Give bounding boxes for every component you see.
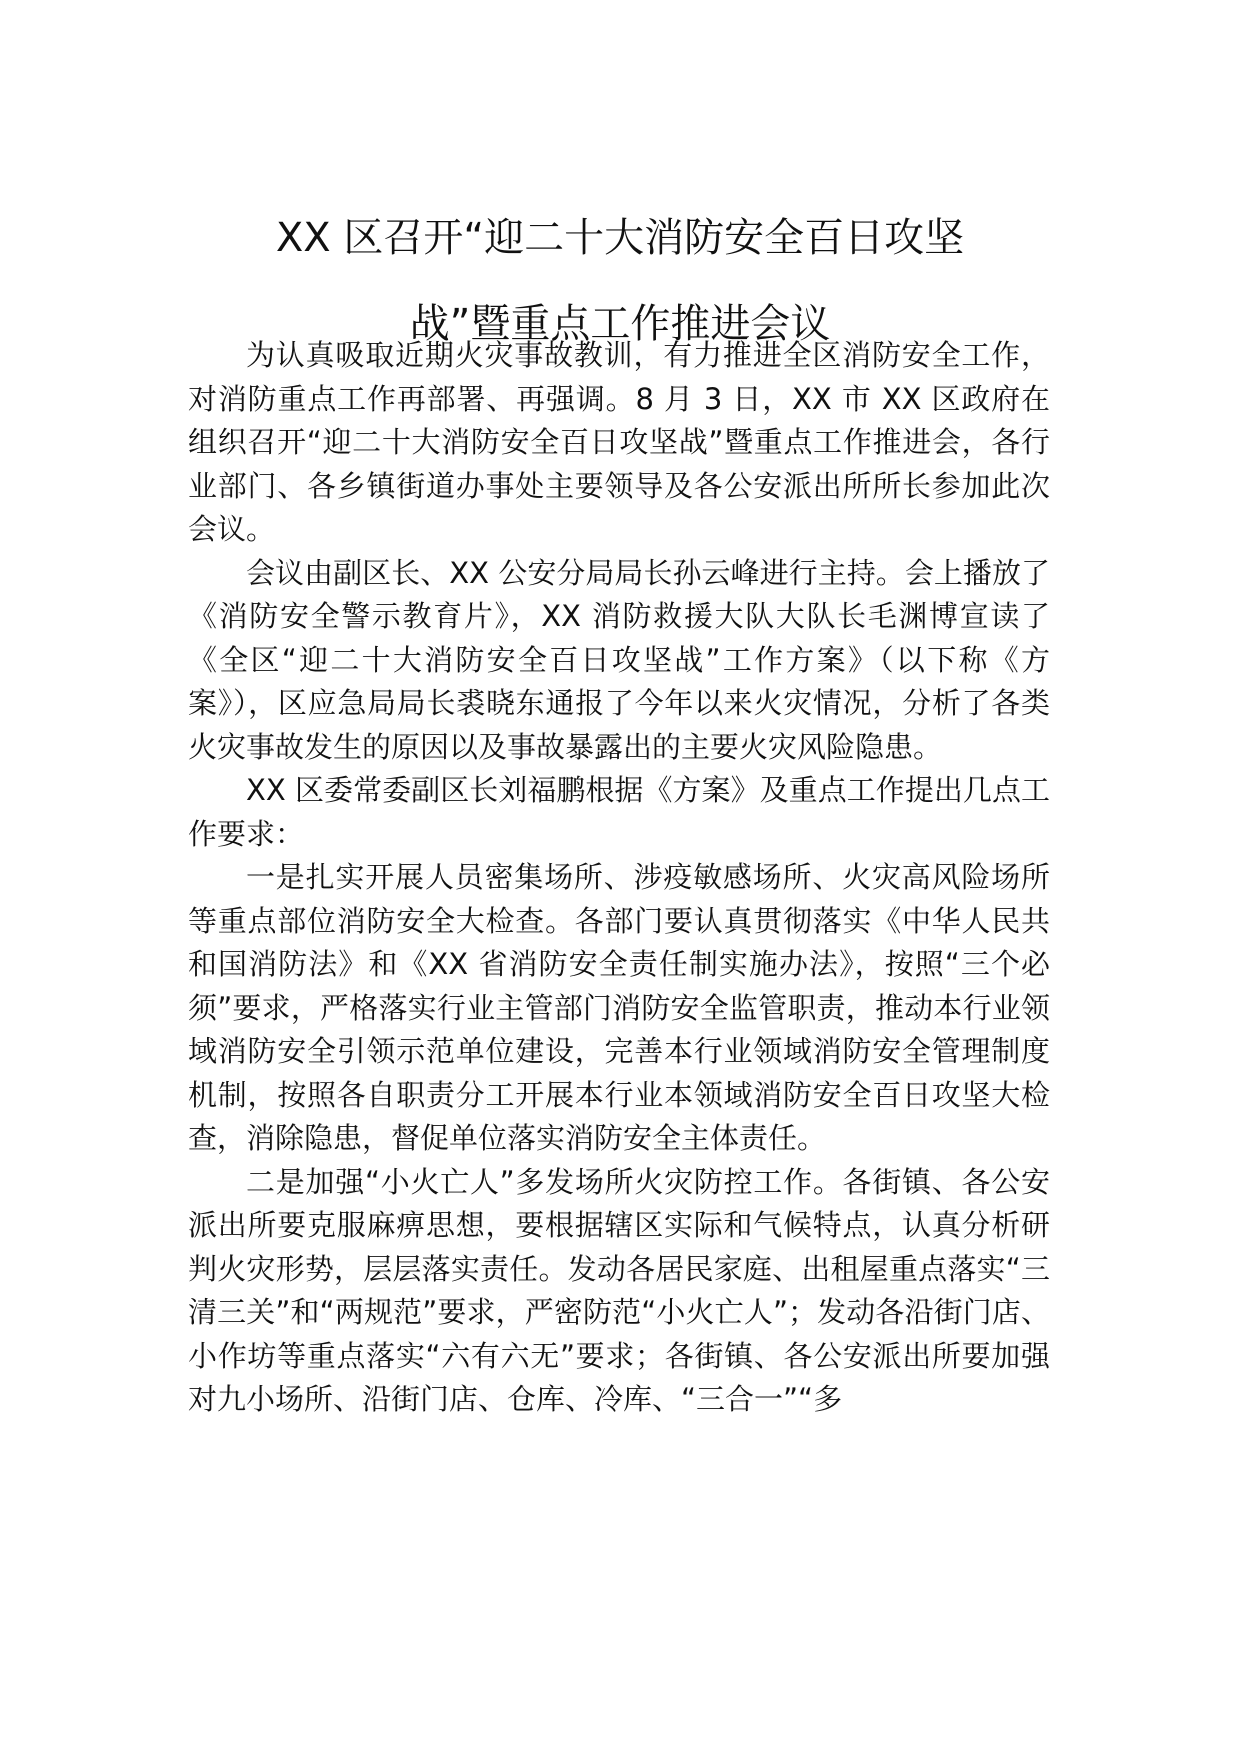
paragraph-1: 为认真吸取近期火灾事故教训，有力推进全区消防安全工作，对消防重点工作再部署、再强调。8 月 3 日，XX 市 XX 区政府在组织召开“迎二十大消防安全百日攻坚战”暨重点工作推进会，各行业部门、各乡镇街道办事处主要领导及各公安派出所所长参加此次会议。 <box>188 338 1050 546</box>
paragraph-5: 二是加强“小火亡人”多发场所火灾防控工作。各街镇、各公安派出所要克服麻痹思想，要根据辖区实际和气候特点，认真分析研判火灾形势，层层落实责任。发动各居民家庭、出租屋重点落实“三清三关”和“两规范”要求，严密防范“小火亡人”；发动各沿街门店、小作坊等重点落实“六有六无”要求；各街镇、各公安派出所要加强对九小场所、沿街门店、仓库、冷库、“三合一”“多 <box>188 1164 1050 1416</box>
title-line-1: XX 区召开“迎二十大消防安全百日攻坚 <box>275 214 965 261</box>
title-line-2: 战”暨重点工作推进会议 <box>409 300 831 347</box>
paragraph-2: 会议由副区长、XX 公安分局局长孙云峰进行主持。会上播放了《消防安全警示教育片》，XX 消防救援大队大队长毛渊博宣读了《全区“迎二十大消防安全百日攻坚战”工作方案》（以下称《方案》），区应急局局长裘晓东通报了今年以来火灾情况，分析了各类火灾事故发生的原因以及事故暴露出的主要火灾风险隐患。 <box>188 555 1050 764</box>
paragraph-4: 一是扎实开展人员密集场所、涉疫敏感场所、火灾高风险场所等重点部位消防安全大检查。各部门要认真贯彻落实《中华人民共和国消防法》和《XX 省消防安全责任制实施办法》，按照“三个必须”要求，严格落实行业主管部门消防安全监管职责，推动本行业领域消防安全引领示范单位建设，完善本行业领域消防安全管理制度机制，按照各自职责分工开展本行业本领域消防安全百日攻坚大检查，消除隐患，督促单位落实消防安全主体责任。 <box>188 860 1050 1155</box>
paragraph-3: XX 区委常委副区长刘福鹏根据《方案》及重点工作提出几点工作要求： <box>188 773 1050 851</box>
document-body <box>188 334 1050 1422</box>
